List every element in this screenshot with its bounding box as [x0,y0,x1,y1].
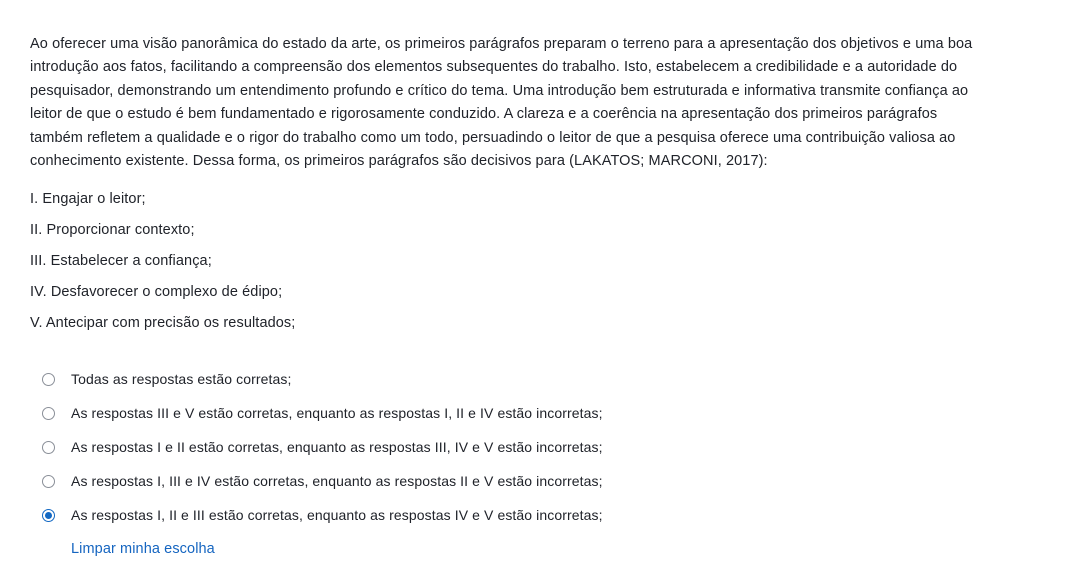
radio-button-icon[interactable] [42,373,55,386]
answer-option-1[interactable] [42,363,1048,395]
answer-option-label: As respostas I, II e III estão corretas, enquanto as respostas IV e V estão incorretas; [71,507,603,523]
answer-option-3[interactable] [42,431,1048,463]
radio-button-icon[interactable] [42,475,55,488]
answer-option-5[interactable] [42,499,1048,531]
statement-item: II. Proporcionar contexto; [30,222,195,238]
radio-button-icon[interactable] [42,441,55,454]
answer-option-label: Todas as respostas estão corretas; [71,371,292,387]
answer-option-label: As respostas III e V estão corretas, enquanto as respostas I, II e IV estão incorretas; [71,405,603,421]
statement-item: III. Estabelecer a confiança; [30,253,212,269]
answer-option-label: As respostas I, III e IV estão corretas, enquanto as respostas II e V estão incorretas; [71,473,603,489]
answer-option-2[interactable] [42,397,1048,429]
statement-item: V. Antecipar com precisão os resultados; [30,315,296,331]
statement-list [30,188,1048,335]
radio-button-icon[interactable] [42,407,55,420]
answer-options [30,363,1048,558]
clear-choice-link[interactable]: Limpar minha escolha [71,541,215,557]
statement-item: IV. Desfavorecer o complexo de édipo; [30,284,283,300]
question-intro-paragraph: Ao oferecer uma visão panorâmica do estado da arte, os primeiros parágrafos preparam o terreno para a apresentação dos objetivos e uma boa introdução aos fatos, facilitando a compreensão dos elementos subsequentes do trabalho. Isto, estabelecem a credibilidade e a autoridade do pesquisador, demonstrando um entendimento profundo e crítico do tema. Uma introdução bem estruturada e informativa transmite confiança ao leitor de que o estudo é bem fundamentado e rigorosamente conduzido. A clareza e a coerência na apresentação dos primeiros parágrafos também refletem a qualidade e o rigor do trabalho como um todo, persuadindo o leitor de que a pesquisa oferece uma contribuição valiosa ao conhecimento existente. Dessa forma, os primeiros parágrafos são decisivos para (LAKATOS; MARCONI, 2017): [30,35,973,169]
answer-option-label: As respostas I e II estão corretas, enquanto as respostas III, IV e V estão incorretas; [71,439,603,455]
answer-option-4[interactable] [42,465,1048,497]
radio-button-icon-selected[interactable] [42,509,55,522]
statement-item: I. Engajar o leitor; [30,191,146,207]
